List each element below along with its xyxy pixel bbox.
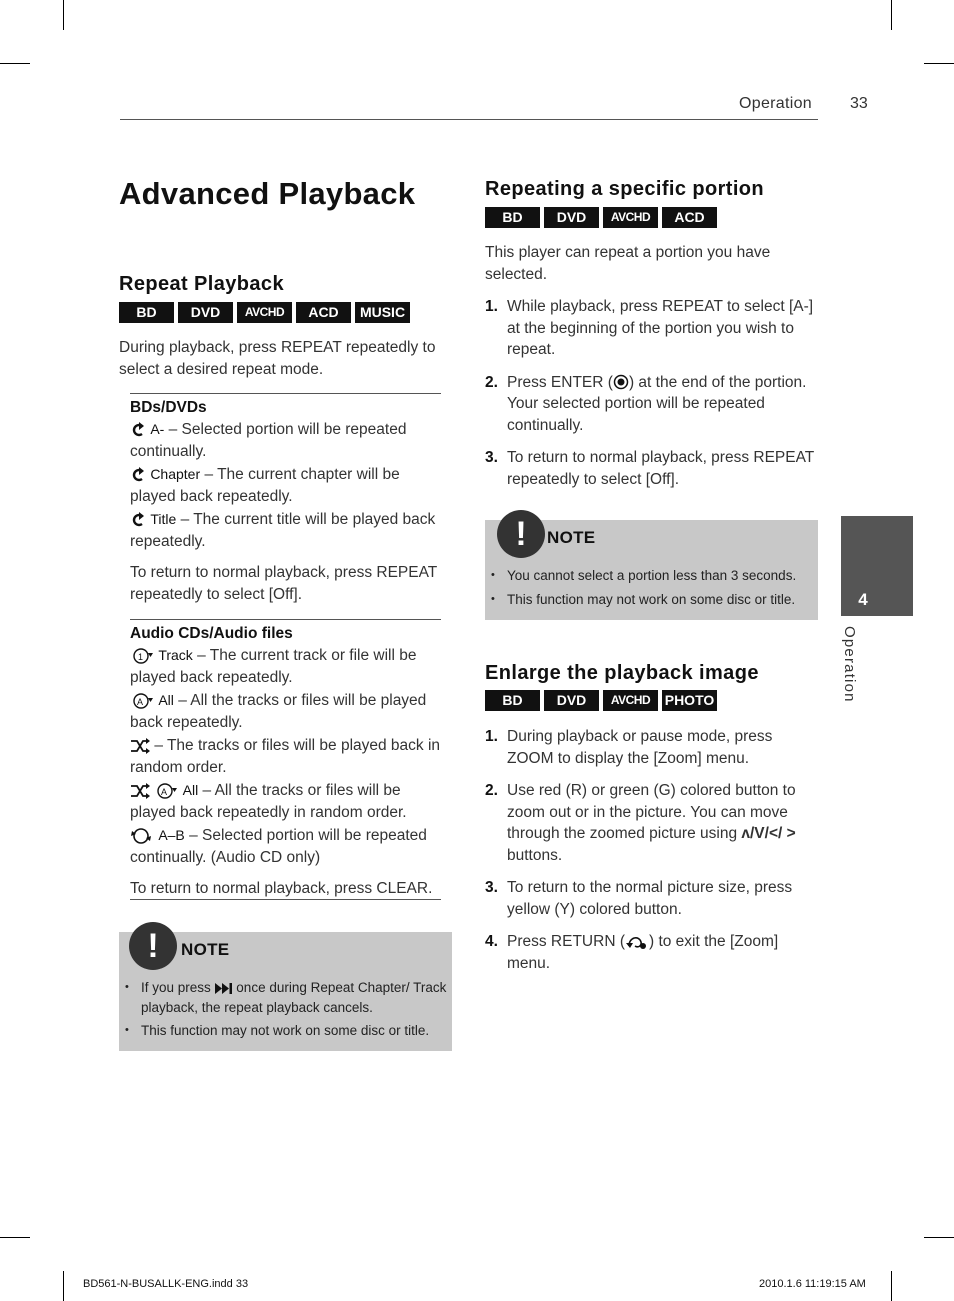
- badge-dvd: DVD: [544, 690, 599, 711]
- repeat-badges: [119, 302, 410, 323]
- step-text: Use red (R) or green (G) colored button to zoom out or in the picture. You can move through the zoomed picture using: [507, 782, 796, 842]
- step-text: buttons.: [507, 846, 563, 864]
- badge-bd: BD: [485, 207, 540, 228]
- step-item: [485, 447, 818, 490]
- repeat-icon: [130, 466, 146, 484]
- step-text: ) at the end of the portion. Your selected portion will be repeated continually.: [507, 373, 807, 434]
- footer-timestamp: 2010.1.6 11:19:15 AM: [759, 1278, 866, 1290]
- mode-label: Track: [158, 647, 193, 663]
- repeat-mode-item: [130, 690, 441, 733]
- step-text: ) to exit the [Zoom] menu.: [507, 933, 779, 972]
- step-number: 4.: [485, 933, 498, 950]
- portion-intro: This player can repeat a portion you have selected.: [485, 244, 771, 283]
- header-rule: [120, 119, 818, 120]
- chapter-label: Operation: [841, 626, 858, 703]
- note-item: [125, 1021, 450, 1041]
- badge-music: MUSIC: [355, 302, 410, 323]
- repeat-mode-item: [130, 419, 441, 462]
- portion-badges: [485, 207, 717, 228]
- repeat-intro: During playback, press REPEAT repeatedly to select a desired repeat mode.: [119, 339, 436, 378]
- bd-dvd-title: BDs/DVDs: [130, 399, 207, 416]
- shuffle-icon: [130, 783, 150, 799]
- mode-label: Chapter: [150, 466, 201, 482]
- chapter-tab: [841, 516, 913, 616]
- badge-bd: BD: [485, 690, 540, 711]
- cd-return-text: To return to normal playback, press CLEAR.: [130, 880, 433, 897]
- repeat-icon: [130, 511, 146, 529]
- mode-label: A–B: [158, 827, 185, 843]
- mode-desc: – All the tracks or files will be played back repeatedly in random order.: [130, 782, 407, 821]
- exclamation-icon: !: [129, 922, 177, 970]
- note-text: If you press: [141, 980, 215, 995]
- step-number: 1.: [485, 298, 498, 315]
- repeat-ab-icon: [130, 827, 154, 845]
- step-text: During playback or pause mode, press ZOOM to display the [Zoom] menu.: [507, 728, 773, 767]
- mode-desc: – The tracks or files will be played back in random order.: [130, 737, 441, 776]
- mode-label: Title: [150, 511, 177, 527]
- mode-desc: – The current track or file will be played back repeatedly.: [130, 647, 417, 686]
- repeat-mode-item: [130, 735, 441, 778]
- note-heading: NOTE: [547, 528, 596, 547]
- step-item: [485, 877, 818, 920]
- bd-return-text: To return to normal playback, press REPEAT repeatedly to select [Off].: [130, 564, 437, 603]
- step-number: 2.: [485, 373, 498, 391]
- badge-dvd: DVD: [544, 207, 599, 228]
- page-title: Advanced Playback: [119, 176, 416, 211]
- note-heading: NOTE: [181, 940, 230, 959]
- step-number: 1.: [485, 728, 498, 745]
- note-box: [485, 515, 818, 620]
- box-rule: [130, 899, 441, 900]
- chapter-number: 4: [858, 590, 868, 609]
- repeat-mode-item: [130, 509, 441, 552]
- note-item: [125, 978, 450, 1017]
- badge-dvd: DVD: [178, 302, 233, 323]
- repeat-playback-heading: Repeat Playback: [119, 273, 284, 295]
- box-rule: [130, 619, 441, 620]
- step-number: 3.: [485, 449, 498, 466]
- badge-bd: BD: [119, 302, 174, 323]
- step-text: Press RETURN (: [507, 933, 625, 950]
- footer-file: BD561-N-BUSALLK-ENG.indd 33: [83, 1278, 249, 1290]
- portion-steps: [485, 296, 818, 501]
- mode-label: A-: [150, 421, 165, 437]
- crop-mark: [924, 1237, 954, 1238]
- enlarge-heading: Enlarge the playback image: [485, 662, 759, 684]
- step-item: [485, 726, 818, 769]
- note-list: [125, 978, 450, 1045]
- audio-cd-title: Audio CDs/Audio files: [130, 625, 293, 642]
- mode-desc: – All the tracks or files will be played back repeatedly.: [130, 692, 427, 731]
- mode-label: All: [158, 692, 174, 708]
- svg-text:A: A: [137, 696, 144, 707]
- badge-acd: ACD: [662, 207, 717, 228]
- step-item: [485, 931, 818, 974]
- mode-label: All: [182, 782, 199, 798]
- step-number: 2.: [485, 782, 498, 799]
- crop-mark: [63, 0, 64, 30]
- mode-desc: – Selected portion will be repeated continually. (Audio CD only): [130, 827, 427, 866]
- step-text: To return to the normal picture size, press yellow (Y) colored button.: [507, 879, 793, 918]
- step-text: While playback, press REPEAT to select [A-] at the beginning of the portion you wish to repeat.: [507, 298, 814, 358]
- repeat-icon: [130, 421, 146, 439]
- note-item: • This function may not work on some disc or title.: [491, 590, 818, 610]
- badge-avchd: AVCHD: [237, 302, 292, 323]
- crop-mark: [0, 63, 30, 64]
- step-number: 3.: [485, 879, 498, 896]
- note-item: • You cannot select a portion less than 3 seconds.: [491, 566, 818, 586]
- mode-desc: – The current chapter will be played back repeatedly.: [130, 466, 400, 505]
- note-text: This function may not work on some disc or title.: [141, 1023, 430, 1038]
- page-number: 33: [850, 95, 868, 112]
- crop-mark: [0, 1237, 30, 1238]
- running-header-section: Operation: [739, 95, 812, 112]
- enlarge-badges: [485, 690, 717, 711]
- repeat-mode-item: [130, 464, 441, 507]
- step-item: [485, 296, 818, 361]
- svg-text:A: A: [161, 786, 168, 797]
- bd-dvd-box: [130, 397, 441, 605]
- skip-next-icon: [215, 983, 233, 994]
- exclamation-icon: !: [497, 510, 545, 558]
- svg-text:1: 1: [138, 651, 144, 662]
- repeat-mode-item: [130, 645, 441, 688]
- shuffle-icon: [130, 738, 150, 754]
- step-item: [485, 372, 818, 437]
- repeat-portion-heading: Repeating a specific portion: [485, 178, 765, 200]
- crop-mark: [891, 0, 892, 30]
- crop-mark: [63, 1271, 64, 1301]
- step-item: [485, 780, 818, 866]
- step-text: Press ENTER (: [507, 373, 613, 391]
- repeat-all-icon: [154, 782, 178, 800]
- note-box: [119, 927, 452, 1051]
- mode-desc: – The current title will be played back repeatedly.: [130, 511, 436, 550]
- repeat-mode-item: [130, 780, 441, 823]
- step-text: To return to normal playback, press REPEAT repeatedly to select [Off].: [507, 449, 814, 488]
- repeat-one-icon: [130, 647, 154, 665]
- repeat-mode-item: [130, 825, 441, 868]
- mode-desc: – Selected portion will be repeated continually.: [130, 421, 407, 460]
- return-icon: [625, 934, 649, 950]
- enter-button-icon: [613, 374, 629, 390]
- crop-mark: [891, 1271, 892, 1301]
- note-text: once during Repeat Chapter/ Track playback, the repeat playback cancels.: [141, 980, 447, 1015]
- note-list: [491, 566, 818, 613]
- badge-avchd: AVCHD: [603, 690, 658, 711]
- repeat-all-icon: [130, 692, 154, 710]
- audio-cd-box: [130, 623, 441, 900]
- badge-acd: ACD: [296, 302, 351, 323]
- enlarge-steps: [485, 726, 818, 985]
- box-rule: [130, 393, 441, 394]
- badge-photo: PHOTO: [662, 690, 717, 711]
- crop-mark: [924, 63, 954, 64]
- badge-avchd: AVCHD: [603, 207, 658, 228]
- arrow-buttons: ʌ/V/</ >: [741, 825, 796, 842]
